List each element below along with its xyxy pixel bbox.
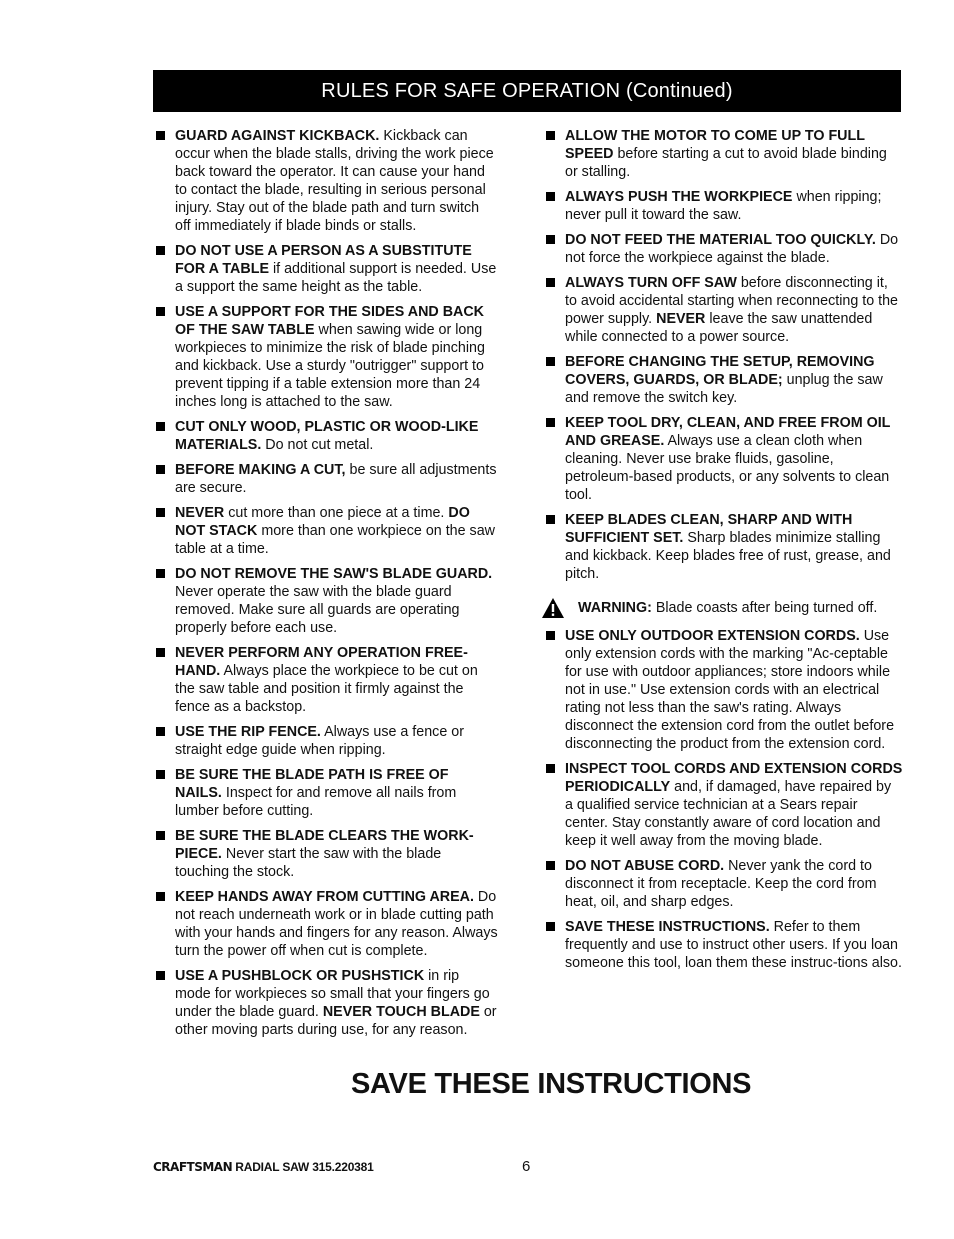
rule-heading: BEFORE MAKING A CUT, (175, 462, 346, 478)
footer-model (153, 1160, 374, 1174)
safety-rule (543, 231, 903, 267)
square-bullet-icon (546, 631, 555, 640)
safety-rule (153, 303, 498, 411)
rule-text: when sawing wide or long workpieces to minimize the risk of blade pinching and kickback. Use a sturdy "outrigger" support to prevent tipping if a table extension more than 24 inches long is attached to the saw. (175, 322, 485, 410)
rule-heading: DO NOT STACK (175, 505, 470, 539)
square-bullet-icon (546, 418, 555, 427)
square-bullet-icon (156, 770, 165, 779)
rule-text: Inspect for and remove all nails from lumber before cutting. (175, 785, 457, 819)
rule-heading: ALWAYS TURN OFF SAW (565, 275, 737, 291)
safety-rule (543, 274, 903, 346)
safety-rule (543, 857, 903, 911)
square-bullet-icon (156, 508, 165, 517)
rule-heading: KEEP HANDS AWAY FROM CUTTING AREA. (175, 889, 474, 905)
square-bullet-icon (156, 307, 165, 316)
square-bullet-icon (156, 422, 165, 431)
rule-text: and, if damaged, have repaired by a qualified service technician at a Sears repair center. Stay constantly aware of cord location and keep it well away from the moving blade. (565, 779, 892, 849)
rule-heading: USE THE RIP FENCE. (175, 724, 321, 740)
square-bullet-icon (156, 569, 165, 578)
left-column (153, 127, 498, 1046)
warning-text: Blade coasts after being turned off. (651, 600, 878, 616)
safety-rule (153, 888, 498, 960)
rule-heading: CUT ONLY WOOD, PLASTIC OR WOOD-LIKE MATERIALS. (175, 419, 479, 453)
rule-text: Always use a clean cloth when cleaning. Never use brake fluids, gasoline, petroleum-based products, or any solvents to clean tool. (565, 433, 890, 503)
rule-heading: USE ONLY OUTDOOR EXTENSION CORDS. (565, 628, 860, 644)
rule-text: Never operate the saw with the blade guard removed. Make sure all guards are operating properly before each use. (175, 584, 460, 636)
rule-heading: DO NOT USE A PERSON AS A SUBSTITUTE FOR A TABLE (175, 243, 472, 277)
rule-text: Always use a fence or straight edge guide when ripping. (175, 724, 464, 758)
rule-heading: DO NOT REMOVE THE SAW'S BLADE GUARD. (175, 566, 493, 582)
safety-rule (543, 627, 903, 753)
safety-rule (153, 644, 498, 716)
square-bullet-icon (546, 278, 555, 287)
rule-heading: BEFORE CHANGING THE SETUP, REMOVING COVERS, GUARDS, OR BLADE; (565, 354, 875, 388)
rule-heading: DO NOT FEED THE MATERIAL TOO QUICKLY. (565, 232, 876, 248)
rule-text: Refer to them frequently and use to instruct other users. If you loan someone this tool, loan them these instruc-tions also. (565, 919, 902, 971)
rule-text: or other moving parts during use, for any reason. (175, 1004, 497, 1038)
rule-text: be sure all adjustments are secure. (175, 462, 497, 496)
warning-label: WARNING: (578, 600, 652, 616)
rule-heading: BE SURE THE BLADE CLEARS THE WORK-PIECE. (175, 828, 474, 862)
right-column (543, 127, 903, 979)
safety-rule (543, 188, 903, 224)
rule-text: cut more than one piece at a time. (224, 505, 449, 521)
safety-rule (543, 127, 903, 181)
rule-heading: KEEP BLADES CLEAN, SHARP AND WITH SUFFICIENT SET. (565, 512, 853, 546)
rule-text: if additional support is needed. Use a support the same height as the table. (175, 261, 497, 295)
square-bullet-icon (156, 131, 165, 140)
rule-text: Use only extension cords with the marking "Ac-ceptable for use with outdoor appliances; store indoors while not in use." Use extension cords with an electrical rating not less than the saw's rating. Always disconnect the extension cord from the outlet before disconnecting the product from the extension cord. (565, 628, 895, 752)
rule-heading: ALLOW THE MOTOR TO COME UP TO FULL SPEED (565, 128, 865, 162)
safety-rule (153, 504, 498, 558)
rule-text: Sharp blades minimize stalling and kickback. Keep blades free of rust, grease, and pitch. (565, 530, 891, 582)
square-bullet-icon (156, 892, 165, 901)
warning-notice (543, 599, 903, 617)
safety-rule (543, 511, 903, 583)
square-bullet-icon (546, 515, 555, 524)
rule-heading: NEVER (656, 311, 706, 327)
safety-rule (153, 827, 498, 881)
rule-text: Never start the saw with the blade touching the stock. (175, 846, 442, 880)
rule-heading: USE A PUSHBLOCK OR PUSHSTICK (175, 968, 425, 984)
rule-heading: GUARD AGAINST KICKBACK. (175, 128, 380, 144)
safety-rule (153, 461, 498, 497)
rule-heading: NEVER TOUCH BLADE (322, 1004, 480, 1020)
rule-text: more than one workpiece on the saw table at a time. (175, 523, 495, 557)
brand-logo: CRAFTSMAN (153, 1160, 233, 1174)
save-instructions-title: SAVE THESE INSTRUCTIONS (351, 1068, 752, 1100)
safety-rule (153, 766, 498, 820)
rule-text: Never yank the cord to disconnect it from receptacle. Keep the cord from heat, oil, and sharp edges. (565, 858, 877, 910)
section-header (153, 70, 901, 112)
safety-rule (153, 967, 498, 1039)
safety-rule (153, 242, 498, 296)
model-text: RADIAL SAW 315.220381 (232, 1160, 374, 1174)
square-bullet-icon (156, 648, 165, 657)
rule-text: Do not reach underneath work or in blade cutting path with your hands and fingers for any reason. Always turn the power off when cut is complete. (175, 889, 498, 959)
safety-rule (153, 418, 498, 454)
rule-heading: ALWAYS PUSH THE WORKPIECE (565, 189, 793, 205)
square-bullet-icon (546, 357, 555, 366)
square-bullet-icon (546, 192, 555, 201)
safety-rule (153, 127, 498, 235)
rule-text: Do not force the workpiece against the blade. (565, 232, 899, 266)
rule-heading: NEVER (175, 505, 225, 521)
square-bullet-icon (546, 922, 555, 931)
rule-text: in rip mode for workpieces so small that your fingers go under the blade guard. (175, 968, 490, 1020)
rule-heading: USE A SUPPORT FOR THE SIDES AND BACK OF THE SAW TABLE (175, 304, 484, 338)
rule-heading: INSPECT TOOL CORDS AND EXTENSION CORDS PERIODICALLY (565, 761, 903, 795)
right-rules-group-2 (543, 627, 903, 972)
rule-text: unplug the saw and remove the switch key. (565, 372, 883, 406)
section-title: RULES FOR SAFE OPERATION (Continued) (321, 80, 733, 102)
safety-rule (543, 353, 903, 407)
warning-triangle-icon (541, 597, 565, 624)
safety-rule (543, 760, 903, 850)
page-number: 6 (522, 1158, 531, 1175)
rule-text: Kickback can occur when the blade stalls, driving the work piece back toward the operator. It can cause your hand to contact the blade, resulting in serious personal injury. Stay out of the blade path and turn switch off immediately if blade binds or stalls. (175, 128, 494, 234)
safety-rule (153, 565, 498, 637)
rule-heading: BE SURE THE BLADE PATH IS FREE OF NAILS. (175, 767, 449, 801)
square-bullet-icon (546, 861, 555, 870)
rule-text: when ripping; never pull it toward the saw. (565, 189, 882, 223)
square-bullet-icon (156, 831, 165, 840)
rule-text: before starting a cut to avoid blade binding or stalling. (565, 146, 887, 180)
rule-text: before disconnecting it, to avoid accidental starting when reconnecting to the power supply. (565, 275, 899, 327)
safety-rule (543, 414, 903, 504)
rule-heading: NEVER PERFORM ANY OPERATION FREE-HAND. (175, 645, 468, 679)
square-bullet-icon (156, 246, 165, 255)
rule-text: Do not cut metal. (261, 437, 374, 453)
square-bullet-icon (156, 727, 165, 736)
square-bullet-icon (546, 235, 555, 244)
rule-text: leave the saw unattended while connected to a power source. (565, 311, 873, 345)
safety-rule (543, 918, 903, 972)
right-rules-group (543, 127, 903, 583)
rule-heading: KEEP TOOL DRY, CLEAN, AND FREE FROM OIL AND GREASE. (565, 415, 891, 449)
square-bullet-icon (546, 764, 555, 773)
square-bullet-icon (546, 131, 555, 140)
square-bullet-icon (156, 971, 165, 980)
square-bullet-icon (156, 465, 165, 474)
safety-rule (153, 723, 498, 759)
rule-heading: SAVE THESE INSTRUCTIONS. (565, 919, 770, 935)
rule-text: Always place the workpiece to be cut on the saw table and position it firmly against the fence as a backstop. (175, 663, 478, 715)
rule-heading: DO NOT ABUSE CORD. (565, 858, 725, 874)
